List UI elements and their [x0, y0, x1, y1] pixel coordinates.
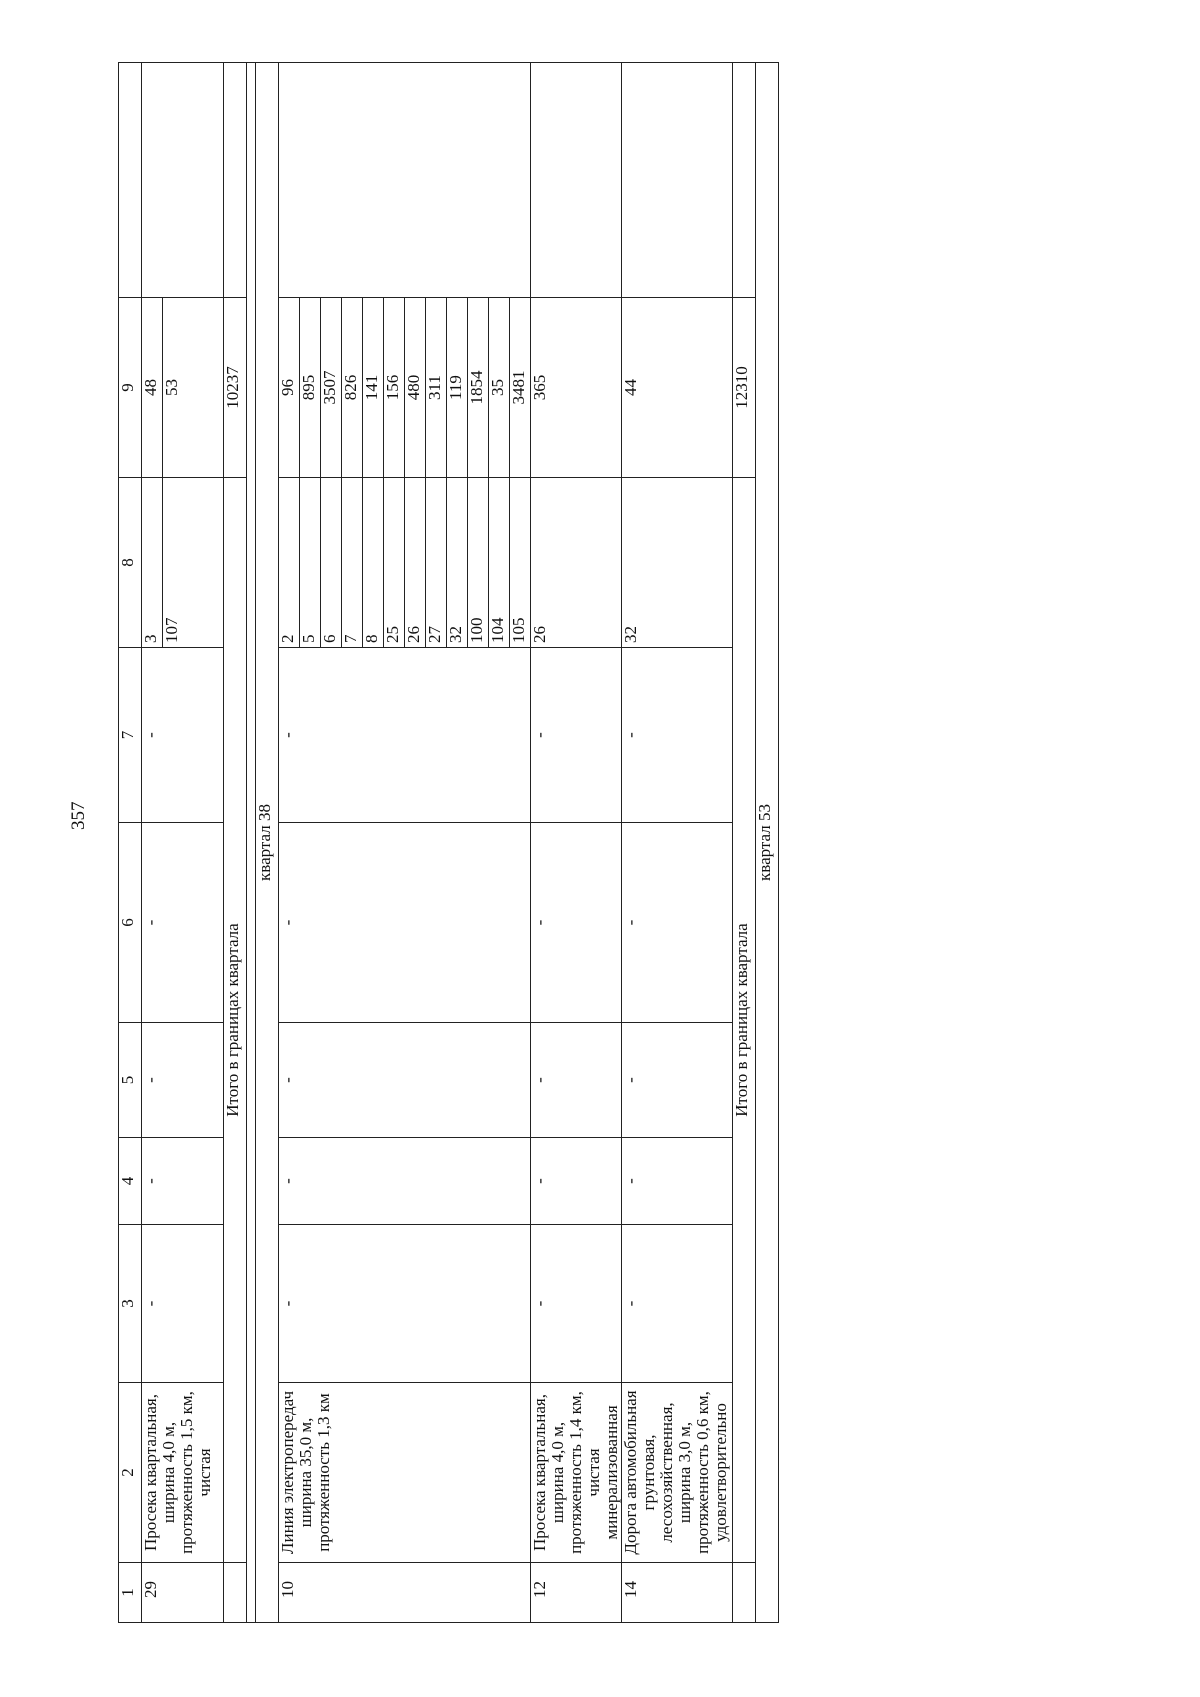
- quarter-total-value: 10237: [224, 298, 247, 478]
- table-cell: 44: [622, 298, 733, 478]
- table-cell-empty: [733, 63, 756, 298]
- table-cell: -: [142, 1225, 224, 1383]
- table-cell: 96: [279, 298, 300, 478]
- table-cell: 311: [426, 298, 447, 478]
- header-cell: 3: [119, 1225, 142, 1383]
- table-cell: 27: [426, 478, 447, 648]
- header-cell: 2: [119, 1383, 142, 1563]
- table-cell: -: [142, 648, 224, 823]
- row-number: 29: [142, 1563, 224, 1623]
- table-cell: 53: [163, 298, 224, 478]
- table-row: [622, 63, 733, 1623]
- table-cell: -: [622, 648, 733, 823]
- table-cell: 25: [384, 478, 405, 648]
- quarter-section-title: квартал 38: [256, 63, 279, 1623]
- object-description: Дорога автомобильная грунтовая, лесохозяйственная, ширина 3,0 м, протяженность 0,6 км, удовлетворительно: [622, 1383, 733, 1563]
- table-cell: 105: [510, 478, 531, 648]
- table-cell: -: [622, 1138, 733, 1225]
- quarter-total-value: 12310: [733, 298, 756, 478]
- table-cell: 895: [300, 298, 321, 478]
- table-cell-empty: [733, 1563, 756, 1623]
- table-cell: 32: [622, 478, 733, 648]
- table-row: [531, 63, 622, 1623]
- table-cell: -: [622, 1225, 733, 1383]
- table-cell-empty: [279, 63, 531, 298]
- table-cell: 3: [142, 478, 163, 648]
- table-cell: 8: [363, 478, 384, 648]
- table-cell: 3507: [321, 298, 342, 478]
- row-number: 10: [279, 1563, 531, 1623]
- table-cell: -: [531, 1225, 622, 1383]
- table-cell: 365: [531, 298, 622, 478]
- table-cell: -: [279, 1023, 531, 1138]
- table-cell: 107: [163, 478, 224, 648]
- row-number: 14: [622, 1563, 733, 1623]
- object-description: Линия электропередач ширина 35,0 м, протяженность 1,3 км: [279, 1383, 531, 1563]
- table-cell: 3481: [510, 298, 531, 478]
- table-cell: -: [142, 823, 224, 1023]
- table-cell: 141: [363, 298, 384, 478]
- table-cell: -: [622, 823, 733, 1023]
- table-cell: 104: [489, 478, 510, 648]
- table-cell: 32: [447, 478, 468, 648]
- table-cell: 26: [531, 478, 622, 648]
- table-cell: -: [622, 1023, 733, 1138]
- quarter-total-row: [733, 63, 756, 1623]
- table-cell: -: [531, 648, 622, 823]
- table-row: [279, 63, 300, 1623]
- header-cell: 6: [119, 823, 142, 1023]
- table-cell: 156: [384, 298, 405, 478]
- table-cell: 35: [489, 298, 510, 478]
- quarter-total-label: Итого в границах квартала: [733, 478, 756, 1563]
- table-cell: 7: [342, 478, 363, 648]
- header-cell: 4: [119, 1138, 142, 1225]
- object-description: Просека квартальная, ширина 4,0 м, протяженность 1,5 км, чистая: [142, 1383, 224, 1563]
- row-number: 12: [531, 1563, 622, 1623]
- table-cell: 48: [142, 298, 163, 478]
- table-cell: 5: [300, 478, 321, 648]
- object-description: Просека квартальная, ширина 4,0 м, протяженность 1,4 км, чистая минерализованная: [531, 1383, 622, 1563]
- table-cell: 119: [447, 298, 468, 478]
- table-cell-empty: [224, 1563, 247, 1623]
- table-cell: 100: [468, 478, 489, 648]
- forest-quarter-table: [118, 62, 779, 1623]
- header-cell: 8: [119, 478, 142, 648]
- header-row: [119, 63, 142, 1623]
- table-cell: -: [142, 1138, 224, 1225]
- table-cell: 826: [342, 298, 363, 478]
- quarter-total-row: [224, 63, 247, 1623]
- table-cell: -: [531, 1138, 622, 1225]
- table-cell: -: [279, 1225, 531, 1383]
- table-cell: 2: [279, 478, 300, 648]
- table-cell: -: [531, 823, 622, 1023]
- table-cell-empty: [142, 63, 224, 298]
- page-number: 357: [68, 801, 89, 830]
- table-cell-empty: [622, 63, 733, 298]
- quarter-total-label: Итого в границах квартала: [224, 478, 247, 1563]
- table-row: [142, 63, 163, 1623]
- quarter-section-title: квартал 53: [756, 63, 779, 1623]
- header-cell: 7: [119, 648, 142, 823]
- table-cell: -: [531, 1023, 622, 1138]
- header-cell-empty: [119, 63, 142, 298]
- header-cell: 9: [119, 298, 142, 478]
- table-cell: 480: [405, 298, 426, 478]
- rotated-table-container: [118, 63, 848, 1623]
- table-cell: -: [279, 648, 531, 823]
- table-cell: -: [279, 1138, 531, 1225]
- table-cell: -: [142, 1023, 224, 1138]
- table-cell: 26: [405, 478, 426, 648]
- table-cell: 6: [321, 478, 342, 648]
- table-cell-empty: [531, 63, 622, 298]
- quarter-section-row: [756, 63, 779, 1623]
- table-cell: 1854: [468, 298, 489, 478]
- header-cell: 5: [119, 1023, 142, 1138]
- table-cell-empty: [224, 63, 247, 298]
- quarter-section-row: [256, 63, 279, 1623]
- table-cell: -: [279, 823, 531, 1023]
- header-cell: 1: [119, 1563, 142, 1623]
